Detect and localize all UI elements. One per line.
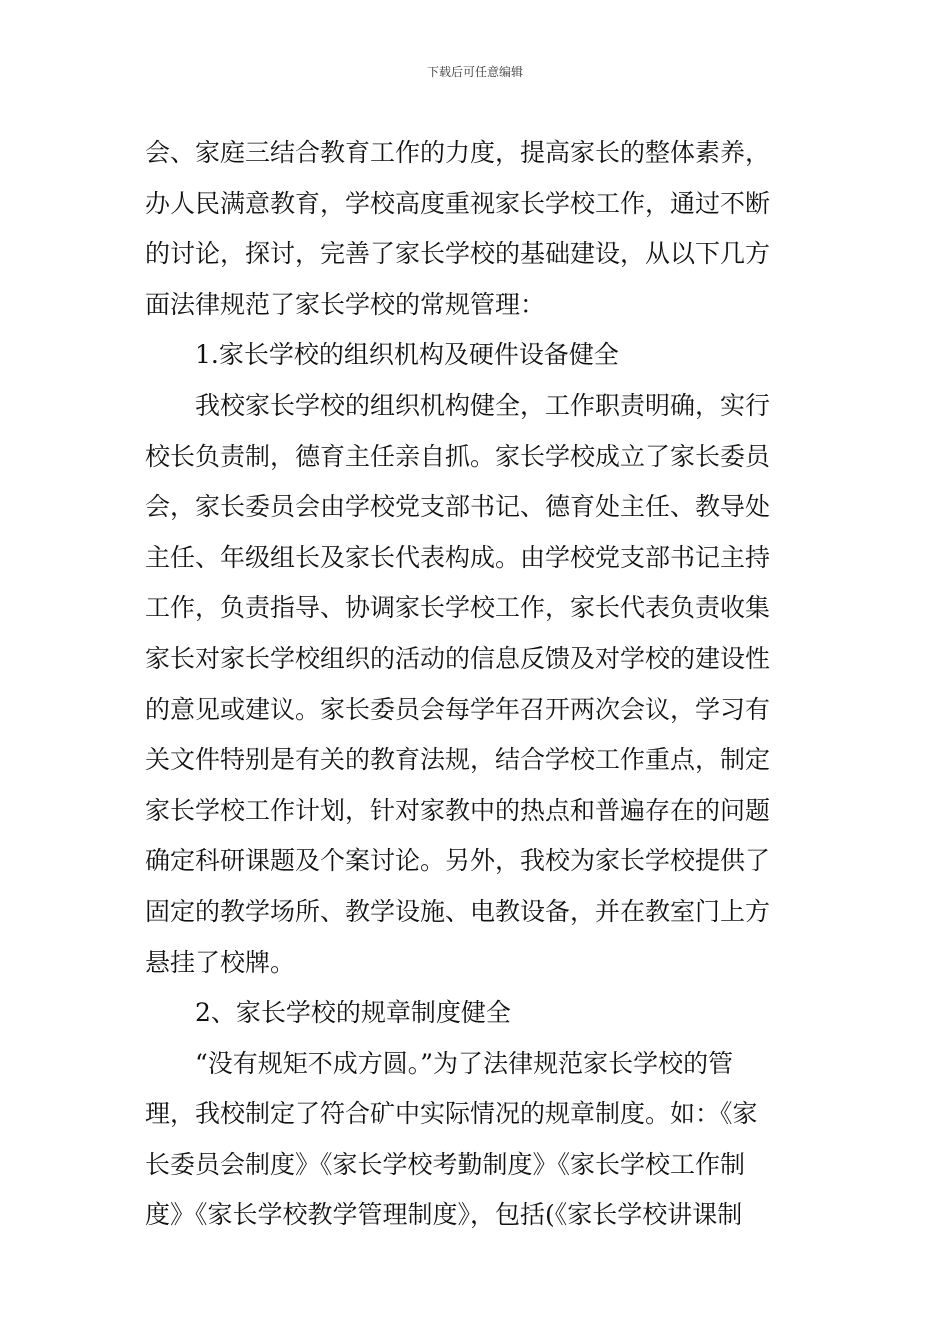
text-line-3: 的讨论，探讨，完善了家长学校的基础建设，从以下几方 bbox=[145, 239, 771, 269]
text-line-15: 确定科研课题及个案讨论。另外，我校为家长学校提供了 bbox=[145, 846, 771, 876]
text-line-16: 固定的教学场所、教学设施、电教设备，并在教室门上方 bbox=[145, 896, 771, 926]
text-line-7: 校长负责制，德育主任亲自抓。家长学校成立了家长委员 bbox=[145, 441, 771, 471]
section-heading-1: 1.家长学校的组织机构及硬件设备健全 bbox=[195, 340, 619, 370]
text-line-14: 家长学校工作计划，针对家教中的热点和普遍存在的问题 bbox=[145, 795, 771, 825]
text-line-19: “没有规矩不成方圆。”为了法律规范家长学校的管 bbox=[195, 1048, 734, 1078]
text-line-9: 主任、年级组长及家长代表构成。由学校党支部书记主持 bbox=[145, 542, 771, 572]
text-line-8: 会，家长委员会由学校党支部书记、德育处主任、教导处 bbox=[145, 492, 771, 522]
text-line-21: 长委员会制度》《家长学校考勤制度》《家长学校工作制 bbox=[145, 1149, 746, 1179]
document-body bbox=[145, 128, 807, 1241]
text-line-6: 我校家长学校的组织机构健全，工作职责明确，实行 bbox=[195, 390, 771, 420]
text-line-11: 家长对家长学校组织的活动的信息反馈及对学校的建设性 bbox=[145, 643, 771, 673]
text-line-12: 的意见或建议。家长委员会每学年召开两次会议，学习有 bbox=[145, 694, 771, 724]
text-line-4: 面法律规范了家长学校的常规管理： bbox=[145, 289, 546, 319]
text-line-1: 会、家庭三结合教育工作的力度，提高家长的整体素养， bbox=[145, 138, 771, 167]
section-heading-2: 2、家长学校的规章制度健全 bbox=[195, 998, 511, 1028]
text-line-10: 工作，负责指导、协调家长学校工作，家长代表负责收集 bbox=[145, 593, 771, 623]
page-header: 下载后可任意编辑 bbox=[426, 65, 523, 79]
text-line-22: 度》《家长学校教学管理制度》，包括(《家长学校讲课制 bbox=[145, 1200, 743, 1230]
text-line-20: 理，我校制定了符合矿中实际情况的规章制度。如：《家 bbox=[145, 1099, 758, 1129]
text-line-17: 悬挂了校牌。 bbox=[145, 947, 296, 977]
text-line-2: 办人民满意教育，学校高度重视家长学校工作，通过不断 bbox=[145, 188, 771, 218]
text-line-13: 关文件特别是有关的教育法规，结合学校工作重点，制定 bbox=[145, 745, 771, 775]
